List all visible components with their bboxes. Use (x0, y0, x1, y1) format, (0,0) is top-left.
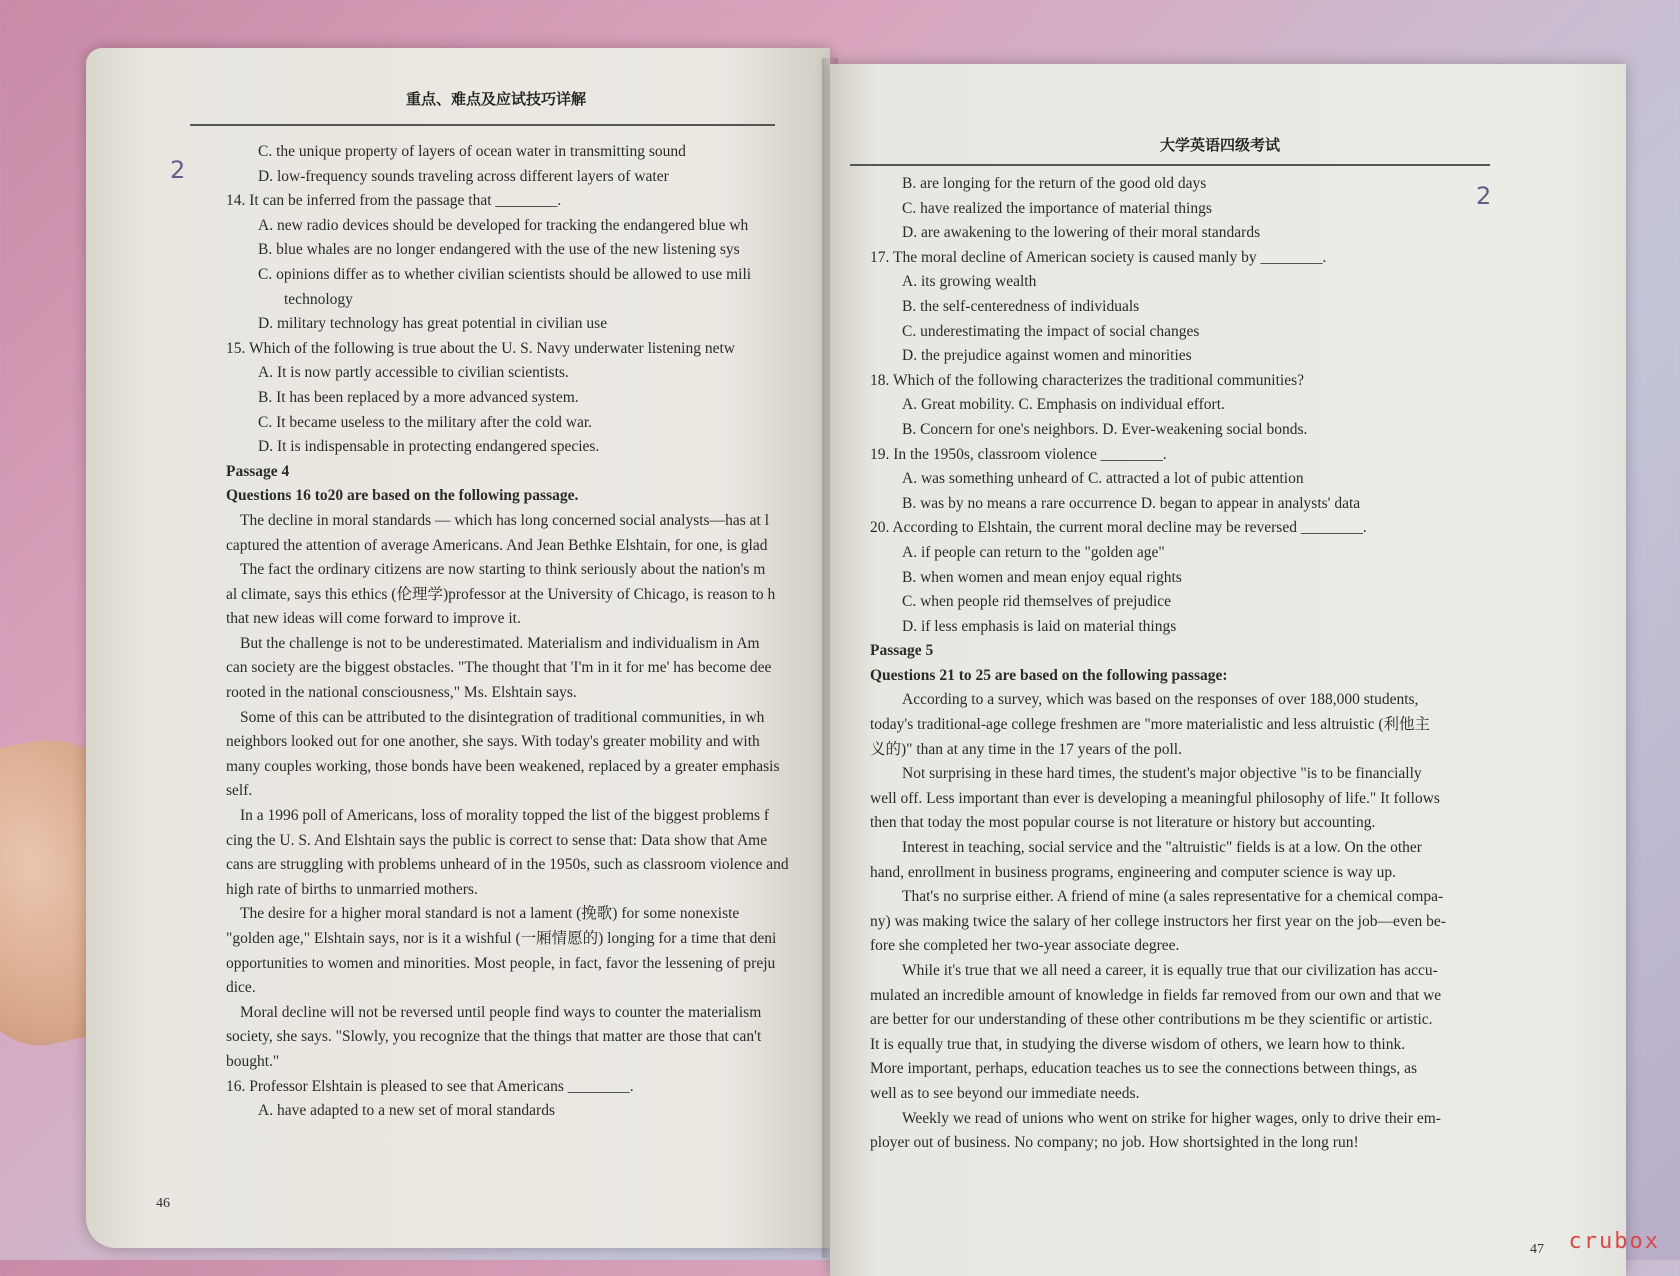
left-page-text-line: A. It is now partly accessible to civilian scientists. (258, 364, 569, 382)
left-page-text-line: bought." (226, 1052, 280, 1070)
left-page-text-line: A. have adapted to a new set of moral standards (258, 1102, 555, 1120)
right-page-text-line: mulated an incredible amount of knowledge in fields far removed from our own and that we (870, 986, 1442, 1004)
left-page-text-line: opportunities to women and minorities. Most people, in fact, favor the lessening of preju (226, 954, 776, 972)
left-page-text-line: cans are struggling with problems unheard of in the 1950s, such as classroom violence and (226, 856, 789, 874)
left-page-text-line: cing the U. S. And Elshtain says the public is correct to sense that: Data show that Ame (226, 831, 768, 849)
left-page-text-line: But the challenge is not to be underestimated. Materialism and individualism in Am (240, 634, 760, 652)
left-page-text-line: D. military technology has great potential in civilian use (258, 315, 608, 333)
right-page-text-line: It is equally true that, in studying the diverse wisdom of others, we learn how to think. (870, 1035, 1406, 1053)
left-page-text-line: al climate, says this ethics (伦理学)professor at the University of Chicago, is reason to h (226, 585, 776, 603)
right-page-text-line: A. Great mobility. C. Emphasis on individual effort. (902, 396, 1225, 414)
left-page-text-line: In a 1996 poll of Americans, loss of morality topped the list of the biggest problems f (240, 807, 770, 825)
right-page-text-line: fore she completed her two-year associate degree. (870, 937, 1180, 955)
right-page-text-line: Interest in teaching, social service and the "altruistic" fields is at a low. On the other (902, 839, 1422, 857)
right-page-text (870, 172, 1516, 1156)
right-page-text-line: ny) was making twice the salary of her college instructors her first year on the job—even be- (870, 912, 1446, 930)
left-page-text-line: B. blue whales are no longer endangered with the use of the new listening sys (258, 241, 740, 259)
left-page-text-line: can society are the biggest obstacles. "The thought that 'I'm in it for me' has become dee (226, 659, 772, 677)
right-page-text-line: C. have realized the importance of material things (902, 199, 1212, 217)
right-page-number: 47 (1530, 1242, 1544, 1257)
left-page-text-line: The fact the ordinary citizens are now starting to think seriously about the nation's m (240, 561, 766, 579)
left-page-number: 46 (156, 1196, 170, 1211)
left-page-text-line: technology (284, 290, 353, 308)
left-page-text-line: Passage 4 (226, 462, 290, 480)
right-running-head: 大学英语四级考试 (1160, 136, 1281, 154)
left-page-text-line: society, she says. "Slowly, you recognize that the things that matter are those that can't (226, 1028, 762, 1046)
right-page-text-line: 19. In the 1950s, classroom violence ________. (870, 445, 1167, 463)
right-page-text-line: B. the self-centeredness of individuals (902, 297, 1140, 315)
right-page-text-line: hand, enrollment in business programs, engineering and computer science is way up. (870, 863, 1397, 881)
left-page-text-line: that new ideas will come forward to improve it. (226, 610, 521, 628)
left-page-text-line: rooted in the national consciousness," Ms. Elshtain says. (226, 684, 577, 702)
left-page-text-line: dice. (226, 979, 256, 997)
left-page-text-line: Some of this can be attributed to the disintegration of traditional communities, in wh (240, 708, 765, 726)
right-page-text-line: well off. Less important than ever is developing a meaningful philosophy of life." It follows (870, 789, 1440, 807)
right-page-text-line: Questions 21 to 25 are based on the following passage: (870, 666, 1228, 684)
left-page-text-line: many couples working, those bonds have been weakened, replaced by a greater emphasis (226, 757, 780, 775)
left-page-text-line: D. low-frequency sounds traveling across different layers of water (258, 167, 669, 185)
left-page-text-line: neighbors looked out for one another, she says. With today's greater mobility and with (226, 733, 760, 751)
right-page-text-line: ployer out of business. No company; no job. How shortsighted in the long run! (870, 1134, 1359, 1152)
right-page-text-line: then that today the most popular course is not literature or history but accounting. (870, 814, 1376, 832)
right-page-text-line: 义的)" than at any time in the 17 years of the poll. (870, 740, 1182, 758)
right-page-text-line: well as to see beyond our immediate needs. (870, 1084, 1140, 1102)
left-page-text-line: 16. Professor Elshtain is pleased to see that Americans ________. (226, 1077, 634, 1095)
left-page-text (226, 140, 826, 1124)
right-page-text-line: A. if people can return to the "golden age" (902, 543, 1165, 561)
left-page-text-line: captured the attention of average Americans. And Jean Bethke Elshtain, for one, is glad (226, 536, 768, 554)
left-page-text-line: self. (226, 782, 253, 800)
open-book (86, 48, 1626, 1260)
right-page-text-line: D. are awakening to the lowering of their moral standards (902, 224, 1261, 242)
right-page-text-line: C. when people rid themselves of prejudice (902, 593, 1172, 611)
left-head-rule (190, 124, 775, 126)
right-page-text-line: Weekly we read of unions who went on strike for higher wages, only to drive their em- (902, 1109, 1441, 1127)
right-page-text-line: D. the prejudice against women and minorities (902, 347, 1192, 365)
right-margin-mark: 2 (1476, 182, 1492, 210)
right-page-text-line: C. underestimating the impact of social changes (902, 322, 1200, 340)
watermark: crubox (1568, 1229, 1660, 1254)
right-page-text-line: 20. According to Elshtain, the current moral decline may be reversed ________. (870, 519, 1367, 537)
left-page-text-line: C. opinions differ as to whether civilian scientists should be allowed to use mili (258, 265, 752, 283)
right-page-text-line: today's traditional-age college freshmen are "more materialistic and less altruistic (利他主 (870, 716, 1431, 734)
left-page-text-line: C. It became useless to the military after the cold war. (258, 413, 592, 431)
left-page-text-line: The desire for a higher moral standard is not a lament (挽歌) for some nonexiste (240, 905, 740, 923)
left-page-text-line: 15. Which of the following is true about the U. S. Navy underwater listening netw (226, 339, 735, 357)
right-page-text-line: B. was by no means a rare occurrence D. began to appear in analysts' data (902, 494, 1361, 512)
left-page-text-line: Questions 16 to20 are based on the following passage. (226, 487, 579, 505)
left-page-text-line: high rate of births to unmarried mothers. (226, 880, 478, 898)
right-page-text-line: B. Concern for one's neighbors. D. Ever-weakening social bonds. (902, 420, 1308, 438)
left-page-text-line: The decline in moral standards — which has long concerned social analysts—has at l (240, 511, 769, 529)
right-page-text-line: B. when women and mean enjoy equal rights (902, 568, 1182, 586)
right-page-text-line: While it's true that we all need a career, it is equally true that our civilization has accu- (902, 962, 1438, 979)
right-page-text-line: 17. The moral decline of American society is caused manly by ________. (870, 248, 1327, 266)
right-page-text-line: D. if less emphasis is laid on material things (902, 617, 1177, 635)
right-page-text-line: More important, perhaps, education teaches us to see the connections between things, as (870, 1060, 1418, 1078)
right-page-text-line: Not surprising in these hard times, the student's major objective "is to be financially (902, 765, 1422, 783)
left-page-text-line: A. new radio devices should be developed for tracking the endangered blue wh (258, 216, 749, 234)
left-page-text-line: C. the unique property of layers of ocean water in transmitting sound (258, 143, 686, 160)
right-page-text-line: A. its growing wealth (902, 273, 1037, 291)
right-page-text-line: are better for our understanding of these other contributions m be they scientific or artistic. (870, 1011, 1433, 1029)
right-page-text-line: That's no surprise either. A friend of mine (a sales representative for a chemical compa- (902, 888, 1444, 906)
left-page-text-line: Moral decline will not be reversed until people find ways to counter the materialism (240, 1003, 762, 1021)
right-page-text-line: A. was something unheard of C. attracted a lot of pubic attention (902, 470, 1304, 488)
right-head-rule (850, 164, 1490, 166)
right-page-text-line: According to a survey, which was based on the responses of over 188,000 students, (902, 691, 1419, 709)
left-page (86, 48, 830, 1248)
left-page-text-line: B. It has been replaced by a more advanced system. (258, 388, 579, 406)
right-page-text-line: Passage 5 (870, 642, 934, 660)
right-page-text-line: B. are longing for the return of the good old days (902, 175, 1207, 192)
left-page-text-line: 14. It can be inferred from the passage that ________. (226, 192, 562, 210)
left-margin-mark: 2 (170, 156, 186, 184)
right-page (830, 64, 1626, 1276)
right-page-text-line: 18. Which of the following characterizes the traditional communities? (870, 371, 1304, 389)
left-page-text-line: "golden age," Elshtain says, nor is it a wishful (一厢情愿的) longing for a time that deni (226, 930, 777, 947)
left-page-text-line: D. It is indispensable in protecting endangered species. (258, 438, 600, 456)
left-running-head: 重点、难点及应试技巧详解 (406, 90, 587, 108)
